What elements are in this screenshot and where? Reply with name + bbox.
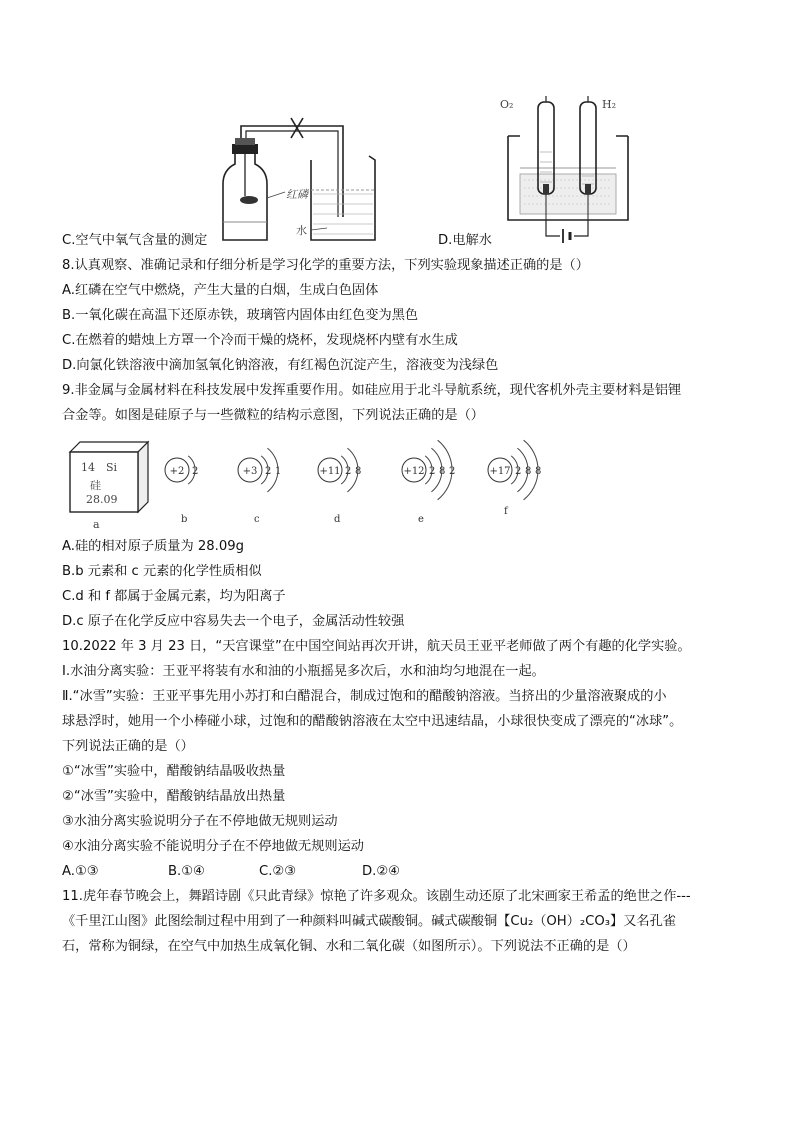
shell-electrons-d-2: 8 — [355, 466, 362, 477]
q10-statement-2: ②“冰雪”实验中，醋酸钠结晶放出热量 — [62, 789, 286, 804]
nucleus-charge-e: +12 — [403, 466, 425, 477]
q9-option-c: C.d 和 f 都属于金属元素，均为阳离子 — [62, 589, 286, 604]
shell-electrons-d-1: 2 — [345, 466, 352, 477]
q10-part1: Ⅰ.水油分离实验：王亚平将装有水和油的小瓶摇晃多次后，水和油均匀地混在一起。 — [62, 664, 545, 679]
shell-electrons-b-1: 2 — [192, 466, 199, 477]
q11-stem-line2: 《千里江山图》此图绘制过程中用到了一种颜料叫碱式碳酸铜。碱式碳酸铜【Cu₂（OH）₂CO₃】又名孔雀 — [62, 914, 676, 929]
q9-option-a: A.硅的相对原子质量为 28.09g — [62, 539, 244, 554]
q10-part2-line2: 球悬浮时，她用一个小棒碰小球，过饱和的醋酸钠溶液在太空中迅速结晶，小球很快变成了漂亮的“冰球”。 — [62, 714, 683, 729]
q10-ask: 下列说法正确的是（） — [62, 739, 194, 754]
q8-option-b: B.一氧化碳在高温下还原赤铁，玻璃管内固体由红色变为黑色 — [62, 308, 419, 323]
q8-option-c: C.在燃着的蜡烛上方罩一个冷而干燥的烧杯，发现烧杯内壁有水生成 — [62, 333, 458, 348]
shell-electrons-f-2: 8 — [525, 466, 532, 477]
red-phosphorus-annotation: 红磷 — [286, 188, 308, 201]
q10-statement-1: ①“冰雪”实验中，醋酸钠结晶吸收热量 — [62, 764, 286, 779]
q10-statement-3: ③水油分离实验说明分子在不停地做无规则运动 — [62, 814, 338, 829]
shell-electrons-f-1: 2 — [515, 466, 522, 477]
element-mass: 28.09 — [86, 493, 118, 506]
q10-statement-4: ④水油分离实验不能说明分子在不停地做无规则运动 — [62, 839, 364, 854]
shell-electrons-e-1: 2 — [429, 466, 436, 477]
oxygen-content-apparatus — [215, 112, 405, 247]
shell-electrons-f-3: 8 — [535, 466, 542, 477]
hydrogen-label: H₂ — [602, 98, 617, 111]
element-number: 14 — [81, 461, 95, 474]
oxygen-label: O₂ — [500, 98, 514, 111]
q10-stem: 10.2022 年 3 月 23 日，“天宫课堂”在中国空间站再次开讲，航天员王亚平老师做了两个有趣的化学实验。 — [62, 639, 691, 654]
q8-option-d: D.向氯化铁溶液中滴加氢氧化钠溶液，有红褐色沉淀产生，溶液变为浅绿色 — [62, 358, 499, 373]
q10-part2-line1: Ⅱ.“冰雪”实验：王亚平事先用小苏打和白醋混合，制成过饱和的醋酸钠溶液。当挤出的少量溶液聚成的小 — [62, 689, 667, 704]
figure-caption-c: C.空气中氧气含量的测定 — [62, 233, 208, 248]
shell-electrons-c-2: 1 — [275, 466, 282, 477]
water-annotation: 水 — [296, 224, 307, 237]
structure-label-d: d — [334, 514, 341, 525]
q11-stem-line1: 11.虎年春节晚会上，舞蹈诗剧《只此青绿》惊艳了许多观众。该剧生动还原了北宋画家王希孟的绝世之作--- — [62, 889, 691, 904]
shell-electrons-c-1: 2 — [265, 466, 272, 477]
water-electrolysis-apparatus — [500, 96, 635, 246]
q9-option-b: B.b 元素和 c 元素的化学性质相似 — [62, 564, 262, 579]
q9-stem-line1: 9.非金属与金属材料在科技发展中发挥重要作用。如硅应用于北斗导航系统，现代客机外壳主要材料是铝锂 — [62, 383, 682, 398]
q10-choice-c: C.②③ — [259, 864, 297, 879]
structure-label-b: b — [181, 514, 188, 525]
shell-electrons-e-3: 2 — [449, 466, 456, 477]
element-symbol: Si — [106, 461, 118, 474]
q8-stem: 8.认真观察、准确记录和仔细分析是学习化学的重要方法，下列实验现象描述正确的是（） — [62, 258, 589, 273]
nucleus-charge-b: +2 — [169, 466, 185, 477]
structure-label-e: e — [418, 514, 424, 525]
figure-caption-d: D.电解水 — [438, 233, 492, 248]
q9-option-d: D.c 原子在化学反应中容易失去一个电子，金属活动性较强 — [62, 614, 405, 629]
structure-label-a: a — [93, 518, 100, 531]
q9-stem-line2: 合金等。如图是硅原子与一些微粒的结构示意图，下列说法正确的是（） — [62, 408, 484, 423]
nucleus-charge-c: +3 — [242, 466, 258, 477]
nucleus-charge-f: +17 — [489, 466, 511, 477]
q11-stem-line3: 石，常称为铜绿，在空气中加热生成氧化铜、水和二氧化碳（如图所示）。下列说法不正确的是（） — [62, 939, 636, 954]
q10-choice-a: A.①③ — [62, 864, 99, 879]
q8-option-a: A.红磷在空气中燃烧，产生大量的白烟，生成白色固体 — [62, 283, 379, 298]
structure-label-c: c — [254, 514, 260, 525]
q10-choice-d: D.②④ — [362, 864, 400, 879]
atomic-structure-diagrams — [150, 430, 550, 540]
element-name: 硅 — [90, 479, 101, 492]
structure-label-f: f — [504, 506, 508, 517]
q10-choice-b: B.①④ — [168, 864, 205, 879]
nucleus-charge-d: +11 — [319, 466, 341, 477]
shell-electrons-e-2: 8 — [439, 466, 446, 477]
